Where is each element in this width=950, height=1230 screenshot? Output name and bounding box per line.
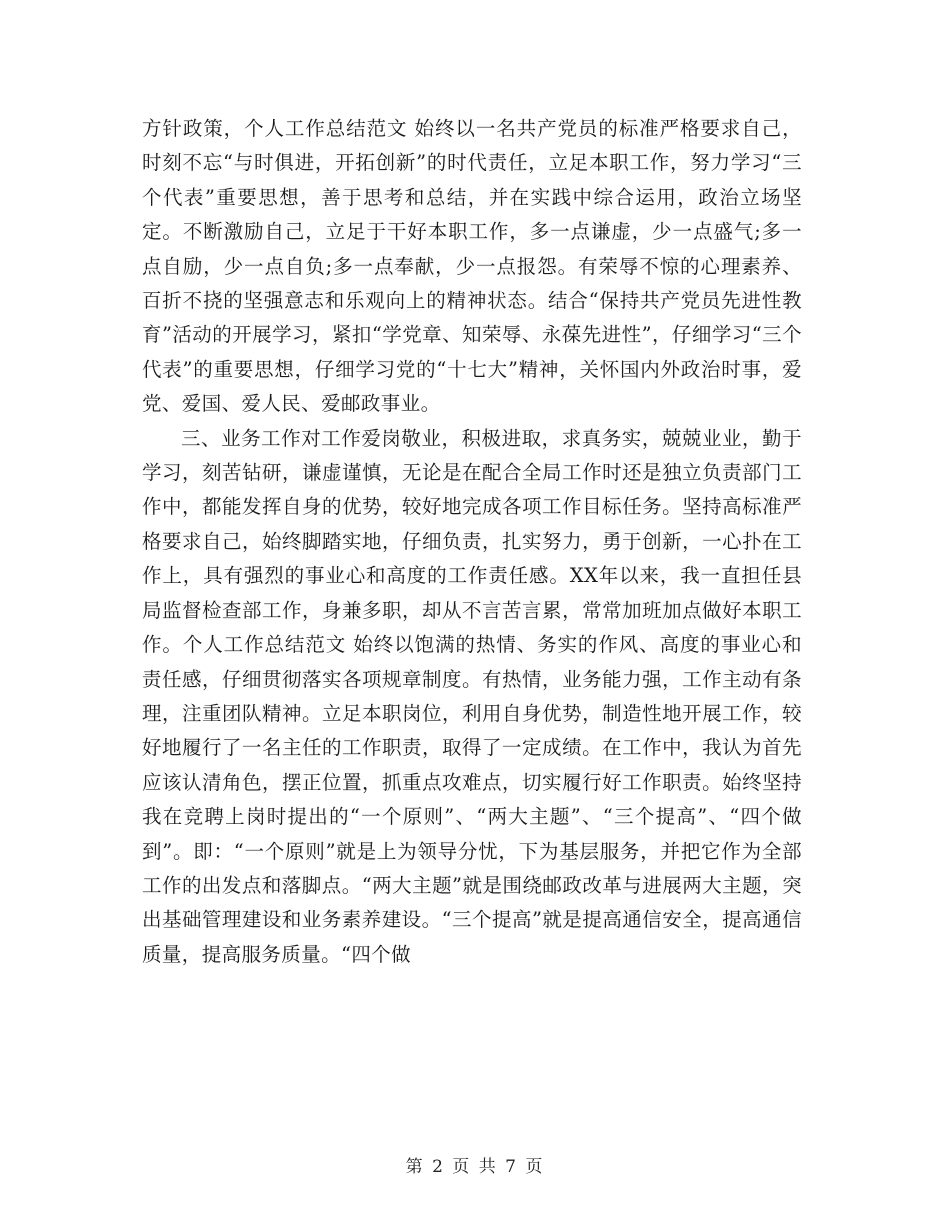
document-body (142, 112, 802, 972)
page-number-footer: 第 2 页 共 7 页 (405, 1157, 545, 1177)
paragraph-business-work: 三、业务工作对工作爱岗敬业，积极进取，求真务实，兢兢业业，勤于学习，刻苦钻研，谦虚谨慎，无论是在配合全局工作时还是独立负责部门工作中，都能发挥自身的优势，较好地完成各项工作目标任务。坚持高标准严格要求自己，始终脚踏实地，仔细负责，扎实努力，勇于创新，一心扑在工作上，具有强烈的事业心和高度的工作责任感。XX年以来，我一直担任县局监督检查部工作，身兼多职，却从不言苦言累，常常加班加点做好本职工作。个人工作总结范文 始终以饱满的热情、务实的作风、高度的事业心和责任感，仔细贯彻落实各项规章制度。有热情，业务能力强，工作主动有条理，注重团队精神。立足本职岗位，利用自身优势，制造性地开展工作，较好地履行了一名主任的工作职责，取得了一定成绩。在工作中，我认为首先应该认清角色，摆正位置，抓重点攻难点，切实履行好工作职责。始终坚持我在竞聘上岗时提出的“一个原则”、“两大主题”、“三个提高”、“四个做到”。即：“一个原则”就是上为领导分忧，下为基层服务，并把它作为全部工作的出发点和落脚点。“两大主题”就是围绕邮政改革与进展两大主题，突出基础管理建设和业务素养建设。“三个提高”就是提高通信安全，提高通信质量，提高服务质量。“四个做 (142, 426, 802, 966)
paragraph-political-study: 方针政策，个人工作总结范文 始终以一名共产党员的标准严格要求自己，时刻不忘“与时俱进，开拓创新”的时代责任，立足本职工作，努力学习“三个代表”重要思想，善于思考和总结，并在实践中综合运用，政治立场坚定。不断激励自己，立足于干好本职工作，多一点谦虚，少一点盛气;多一点自励，少一点自负;多一点奉献，少一点报怨。有荣辱不惊的心理素养、百折不挠的坚强意志和乐观向上的精神状态。结合“保持共产党员先进性教育”活动的开展学习，紧扣“学党章、知荣辱、永葆先进性”，仔细学习“三个代表”的重要思想，仔细学习党的“十七大”精神，关怀国内外政治时事，爱党、爱国、爱人民、爱邮政事业。 (142, 117, 802, 416)
